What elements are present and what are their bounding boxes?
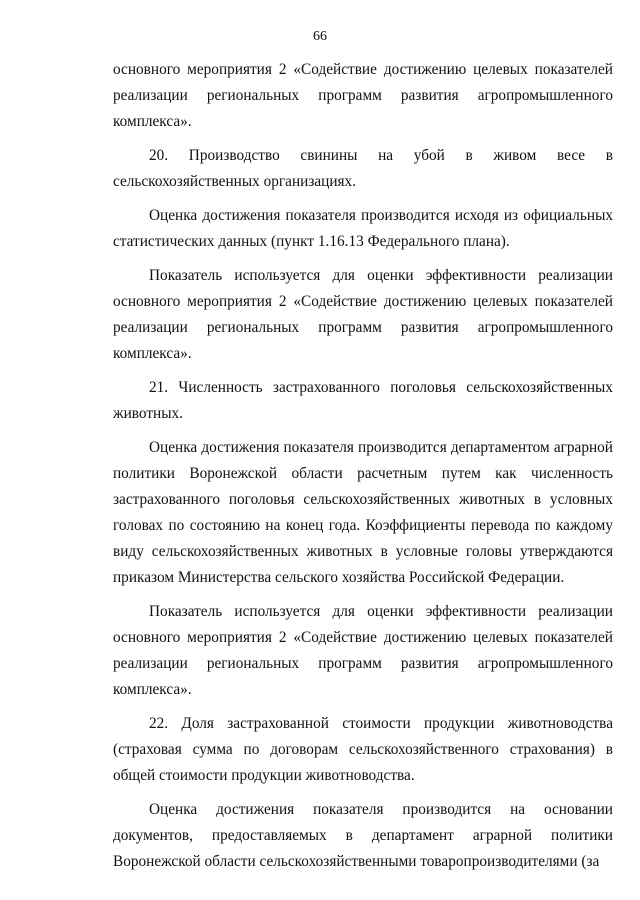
paragraph-item-20-assessment: Оценка достижения показателя производится исходя из официальных статистических данных (пункт 1.16.13 Федерального плана).: [113, 207, 613, 250]
paragraph-item-21-usage: Показатель используется для оценки эффективности реализации основного мероприятия 2 «Содействие достижению целевых показателей реализации региональных программ развития агропромышленного комплекса».: [113, 603, 613, 698]
document-body: [113, 57, 613, 883]
paragraph-item-22-heading: 22. Доля застрахованной стоимости продукции животноводства (страховая сумма по договорам сельскохозяйственного страхования) в общей стоимости продукции животноводства.: [113, 715, 613, 784]
paragraph-item-21-assessment: Оценка достижения показателя производится департаментом аграрной политики Воронежской области расчетным путем как численность застрахованного поголовья сельскохозяйственных животных в условных головах по состоянию на конец года. Коэффициенты перевода по каждому виду сельскохозяйственных животных в условные головы утверждаются приказом Министерства сельского хозяйства Российской Федерации.: [113, 439, 613, 586]
page-number: 66: [313, 29, 327, 44]
paragraph-item-21-heading: 21. Численность застрахованного поголовья сельскохозяйственных животных.: [113, 379, 613, 422]
paragraph-item-20-usage: Показатель используется для оценки эффективности реализации основного мероприятия 2 «Содействие достижению целевых показателей реализации региональных программ развития агропромышленного комплекса».: [113, 267, 613, 362]
paragraph-continuation: основного мероприятия 2 «Содействие достижению целевых показателей реализации региональных программ развития агропромышленного комплекса».: [113, 61, 613, 130]
paragraph-item-22-assessment: Оценка достижения показателя производится на основании документов, предоставляемых в департамент аграрной политики Воронежской области сельскохозяйственными товаропроизводителями (за: [113, 801, 613, 870]
paragraph-item-20-heading: 20. Производство свинины на убой в живом весе в сельскохозяйственных организациях.: [113, 147, 613, 190]
